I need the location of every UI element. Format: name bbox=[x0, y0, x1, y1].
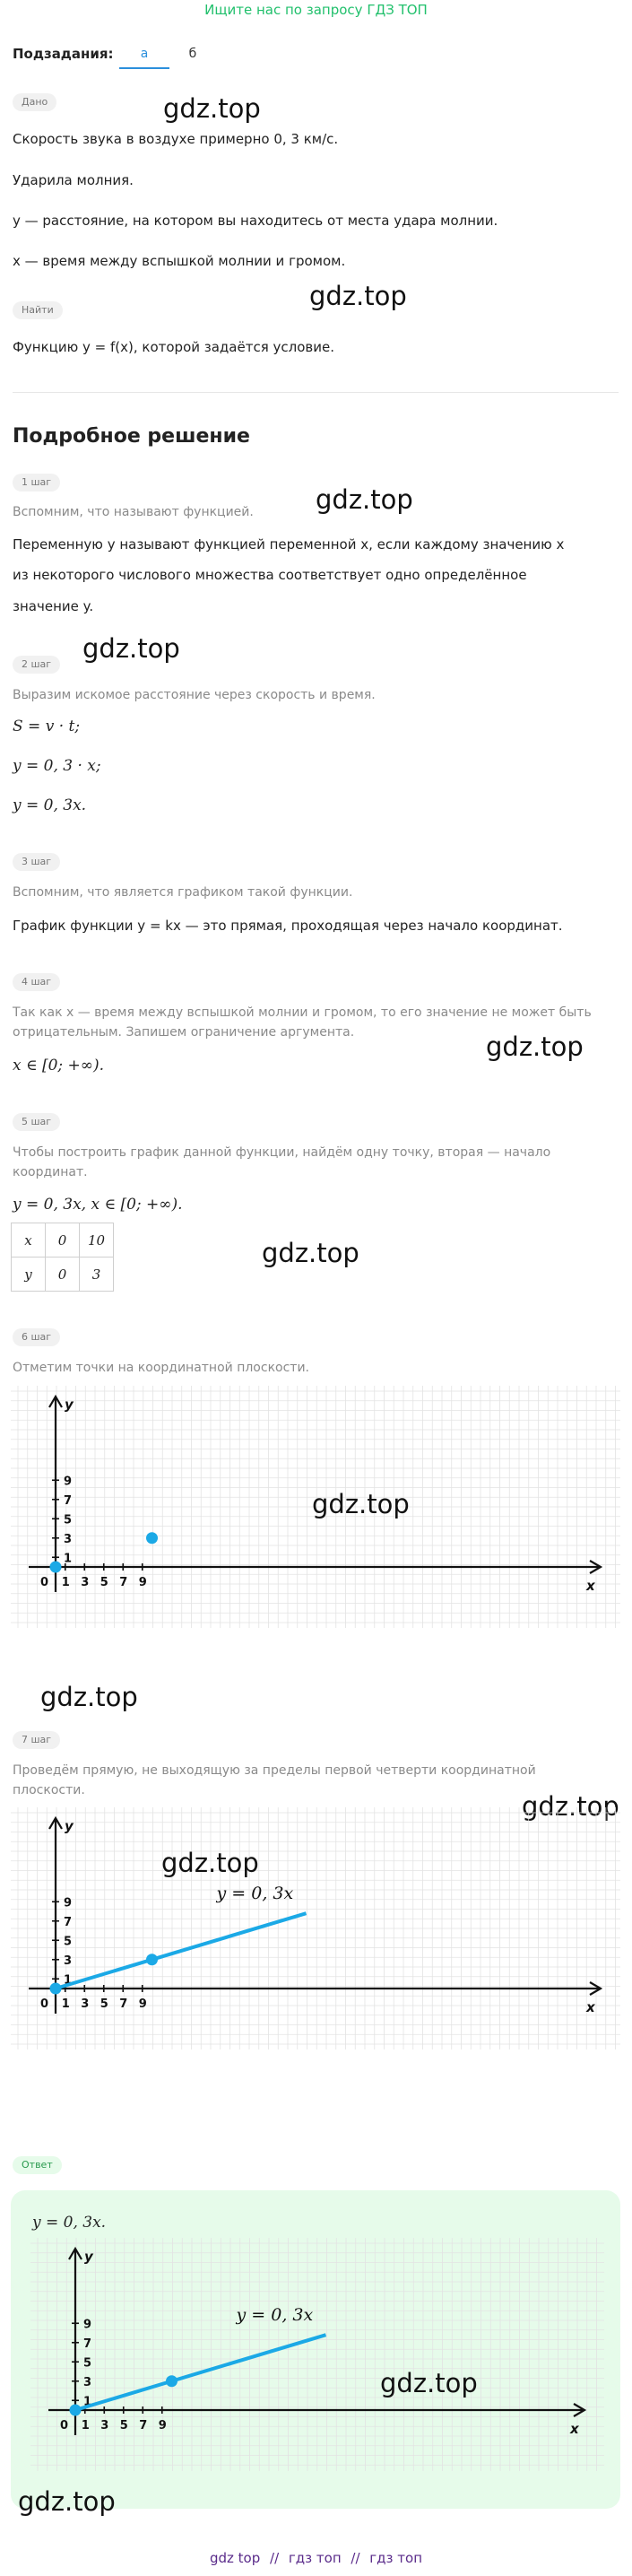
step-2-note: Выразим искомое расстояние через скорость и время. bbox=[13, 688, 376, 702]
subtask-tab-b[interactable]: б bbox=[188, 47, 197, 61]
x-tick-label: 7 bbox=[119, 1576, 128, 1589]
find-tag: Найти bbox=[13, 301, 63, 319]
origin-label: 0 bbox=[40, 1997, 49, 2011]
graph-point bbox=[50, 1983, 62, 1995]
subtasks-label: Подзадания: bbox=[13, 46, 114, 62]
step-6-tag: 6 шаг bbox=[13, 1328, 60, 1346]
watermark: gdz.top bbox=[486, 1031, 584, 1062]
watermark: gdz.top bbox=[163, 93, 261, 124]
y-tick-label: 3 bbox=[83, 2375, 92, 2389]
given-line-1: Скорость звука в воздухе примерно 0, 3 км/с. bbox=[13, 131, 339, 147]
given-line-2: Ударила молния. bbox=[13, 172, 134, 188]
x-tick-label: 9 bbox=[158, 2419, 167, 2432]
answer-text: y = 0, 3x. bbox=[32, 2214, 107, 2232]
step-3-note: Вспомним, что является графиком такой функции. bbox=[13, 885, 353, 900]
y-axis-label: y bbox=[65, 1397, 74, 1413]
given-line-4: x — время между вспышкой молнии и громом. bbox=[13, 253, 346, 269]
x-axis-label: x bbox=[586, 1999, 595, 2015]
values-table bbox=[11, 1223, 114, 1292]
step-1-tag: 1 шаг bbox=[13, 474, 60, 492]
step-1-text-1: Переменную y называют функцией переменной x, если каждому значению x bbox=[13, 536, 565, 553]
footer-separator: // bbox=[270, 2550, 280, 2566]
step-4-formula: x ∈ [0; +∞). bbox=[13, 1057, 104, 1075]
watermark: gdz.top bbox=[522, 1791, 619, 1822]
solution-title: Подробное решение bbox=[13, 425, 250, 448]
step-5-note: Чтобы построить график данной функции, найдём одну точку, вторая — начало координат. bbox=[13, 1145, 551, 1179]
step-3-tag: 3 шаг bbox=[13, 853, 60, 871]
watermark: gdz.top bbox=[161, 1848, 259, 1878]
table-cell: 3 bbox=[80, 1258, 114, 1292]
y-tick-label: 1 bbox=[64, 1552, 73, 1566]
find-line: Функцию y = f(x), которой задаётся условие. bbox=[13, 339, 334, 355]
x-tick-label: 3 bbox=[81, 1576, 90, 1589]
watermark: gdz.top bbox=[262, 1238, 359, 1268]
x-tick-label: 9 bbox=[138, 1997, 147, 2011]
x-tick-label: 1 bbox=[61, 1997, 70, 2011]
y-tick-label: 1 bbox=[83, 2395, 92, 2409]
step-2-formula-1: S = v · t; bbox=[13, 718, 81, 735]
y-tick-label: 9 bbox=[64, 1475, 73, 1489]
graph-point bbox=[166, 2375, 177, 2387]
x-tick-label: 7 bbox=[119, 1997, 128, 2011]
y-tick-label: 9 bbox=[64, 1896, 73, 1910]
origin-label: 0 bbox=[60, 2419, 69, 2432]
function-label: y = 0, 3x bbox=[236, 2305, 314, 2326]
footer-link[interactable]: гдз топ bbox=[369, 2550, 423, 2566]
watermark: gdz.top bbox=[316, 484, 413, 515]
y-tick-label: 3 bbox=[64, 1954, 73, 1968]
y-axis-label: y bbox=[84, 2249, 93, 2265]
y-tick-label: 1 bbox=[64, 1973, 73, 1988]
step-1-note: Вспомним, что называют функцией. bbox=[13, 505, 254, 519]
step-2-formula-3: y = 0, 3x. bbox=[13, 796, 87, 814]
y-tick-label: 5 bbox=[83, 2356, 92, 2371]
given-tag: Дано bbox=[13, 93, 56, 111]
step-3-text: График функции y = kx — это прямая, проходящая через начало координат. bbox=[13, 918, 563, 934]
watermark: gdz.top bbox=[40, 1682, 138, 1712]
step-5-formula: y = 0, 3x, x ∈ [0; +∞). bbox=[13, 1196, 183, 1214]
watermark: gdz.top bbox=[380, 2368, 478, 2398]
x-tick-label: 5 bbox=[100, 1997, 108, 2011]
step-7-tag: 7 шаг bbox=[13, 1731, 60, 1749]
x-tick-label: 3 bbox=[100, 2419, 109, 2432]
x-axis-label: x bbox=[570, 2421, 579, 2437]
divider bbox=[13, 392, 619, 393]
footer-link[interactable]: гдз топ bbox=[288, 2550, 342, 2566]
subtasks-bar bbox=[13, 43, 622, 70]
graph-point bbox=[146, 1532, 158, 1544]
x-tick-label: 5 bbox=[119, 2419, 128, 2432]
given-line-3: y — расстояние, на котором вы находитесь от места удара молнии. bbox=[13, 213, 498, 229]
y-axis-label: y bbox=[65, 1818, 74, 1834]
step-7-note: Проведём прямую, не выходящую за пределы первой четверти координатной плоскости. bbox=[13, 1763, 536, 1797]
graph-point bbox=[50, 1562, 62, 1573]
table-row bbox=[12, 1258, 114, 1292]
watermark: gdz.top bbox=[18, 2486, 116, 2517]
footer-link[interactable]: gdz top bbox=[209, 2550, 261, 2566]
step-5-tag: 5 шаг bbox=[13, 1113, 60, 1131]
y-tick-label: 5 bbox=[64, 1935, 73, 1949]
step-1-text-3: значение y. bbox=[13, 598, 94, 614]
coordinate-graph-line bbox=[11, 1807, 620, 2049]
graph-point bbox=[146, 1954, 158, 1965]
step-6-note: Отметим точки на координатной плоскости. bbox=[13, 1361, 309, 1375]
y-tick-label: 9 bbox=[83, 2318, 92, 2332]
table-cell: x bbox=[12, 1223, 46, 1258]
watermark: gdz.top bbox=[312, 1489, 410, 1519]
origin-label: 0 bbox=[40, 1576, 49, 1589]
answer-graph bbox=[30, 2238, 604, 2471]
y-tick-label: 7 bbox=[64, 1493, 73, 1508]
top-search-link[interactable]: Ищите нас по запросу ГДЗ ТОП bbox=[204, 2, 428, 18]
table-cell: y bbox=[12, 1258, 46, 1292]
y-tick-label: 7 bbox=[83, 2337, 92, 2351]
answer-tag: Ответ bbox=[13, 2156, 62, 2174]
function-label: y = 0, 3x bbox=[216, 1884, 294, 1904]
table-cell: 10 bbox=[80, 1223, 114, 1258]
y-tick-label: 7 bbox=[64, 1915, 73, 1929]
x-tick-label: 1 bbox=[81, 2419, 90, 2432]
x-tick-label: 1 bbox=[61, 1576, 70, 1589]
table-row bbox=[12, 1223, 114, 1258]
step-2-tag: 2 шаг bbox=[13, 656, 60, 674]
footer-separator: // bbox=[351, 2550, 360, 2566]
y-tick-label: 5 bbox=[64, 1513, 73, 1527]
bottom-links bbox=[0, 2550, 632, 2566]
step-1-text-2: из некоторого числового множества соответствует одно определённое bbox=[13, 567, 527, 583]
graph-point bbox=[70, 2405, 82, 2416]
step-4-note: Так как x — время между вспышкой молнии и громом, то его значение не может быть отрицательным. Запишем ограничение аргумента. bbox=[13, 1005, 592, 1040]
y-tick-label: 3 bbox=[64, 1532, 73, 1546]
step-4-tag: 4 шаг bbox=[13, 973, 60, 991]
watermark: gdz.top bbox=[82, 633, 180, 664]
x-tick-label: 7 bbox=[139, 2419, 148, 2432]
x-tick-label: 5 bbox=[100, 1576, 108, 1589]
x-tick-label: 9 bbox=[138, 1576, 147, 1589]
table-cell: 0 bbox=[46, 1223, 80, 1258]
x-axis-label: x bbox=[586, 1578, 595, 1594]
step-2-formula-2: y = 0, 3 · x; bbox=[13, 757, 101, 775]
table-cell: 0 bbox=[46, 1258, 80, 1292]
watermark: gdz.top bbox=[309, 281, 407, 311]
x-tick-label: 3 bbox=[81, 1997, 90, 2011]
subtask-tab-a[interactable]: а bbox=[119, 44, 169, 69]
